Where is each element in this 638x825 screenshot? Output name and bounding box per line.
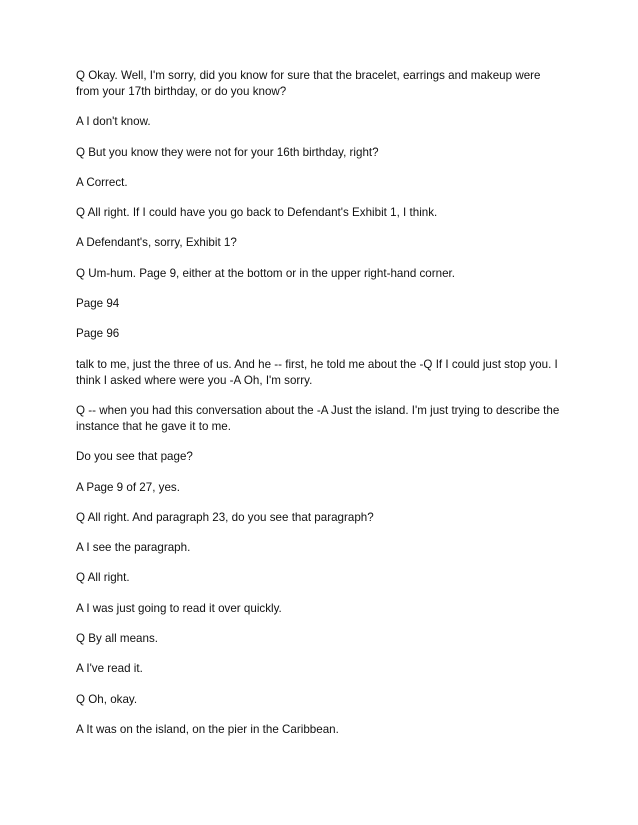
page-number-marker: Page 94 (76, 297, 120, 311)
transcript-paragraph: A I see the paragraph. (76, 541, 191, 555)
transcript-paragraph: Q Um-hum. Page 9, either at the bottom or in the upper right-hand corner. (76, 266, 456, 280)
transcript-paragraph: A Page 9 of 27, yes. (76, 480, 180, 494)
transcript-paragraph: A Defendant's, sorry, Exhibit 1? (76, 236, 237, 250)
transcript-paragraph: Q By all means. (76, 632, 158, 646)
transcript-paragraph: Q -- when you had this conversation about the -A Just the island. I'm just trying to describe the instance that he gave it to me. (76, 403, 560, 433)
transcript-paragraph: A I've read it. (76, 662, 143, 676)
transcript-paragraph: Q But you know they were not for your 16th birthday, right? (76, 145, 379, 159)
page-number-marker: Page 96 (76, 327, 120, 341)
transcript-paragraph: Q All right. (76, 571, 130, 585)
transcript-body (76, 68, 566, 752)
transcript-paragraph: A I was just going to read it over quickly. (76, 601, 282, 615)
transcript-paragraph: A Correct. (76, 175, 128, 189)
transcript-paragraph: Q Oh, okay. (76, 692, 138, 706)
transcript-paragraph: Q Okay. Well, I'm sorry, did you know for sure that the bracelet, earrings and makeup were from your 17th birthday, or do you know? (76, 69, 541, 98)
transcript-paragraph: A It was on the island, on the pier in the Caribbean. (76, 722, 339, 736)
transcript-paragraph: Q All right. If I could have you go back to Defendant's Exhibit 1, I think. (76, 206, 438, 220)
transcript-paragraph: A I don't know. (76, 115, 151, 129)
transcript-paragraph: Q All right. And paragraph 23, do you see that paragraph? (76, 510, 374, 524)
transcript-paragraph: Do you see that page? (76, 450, 193, 464)
transcript-paragraph: talk to me, just the three of us. And he -- first, he told me about the -Q If I could just stop you. I think I asked where were you -A Oh, I'm sorry. (76, 357, 558, 387)
